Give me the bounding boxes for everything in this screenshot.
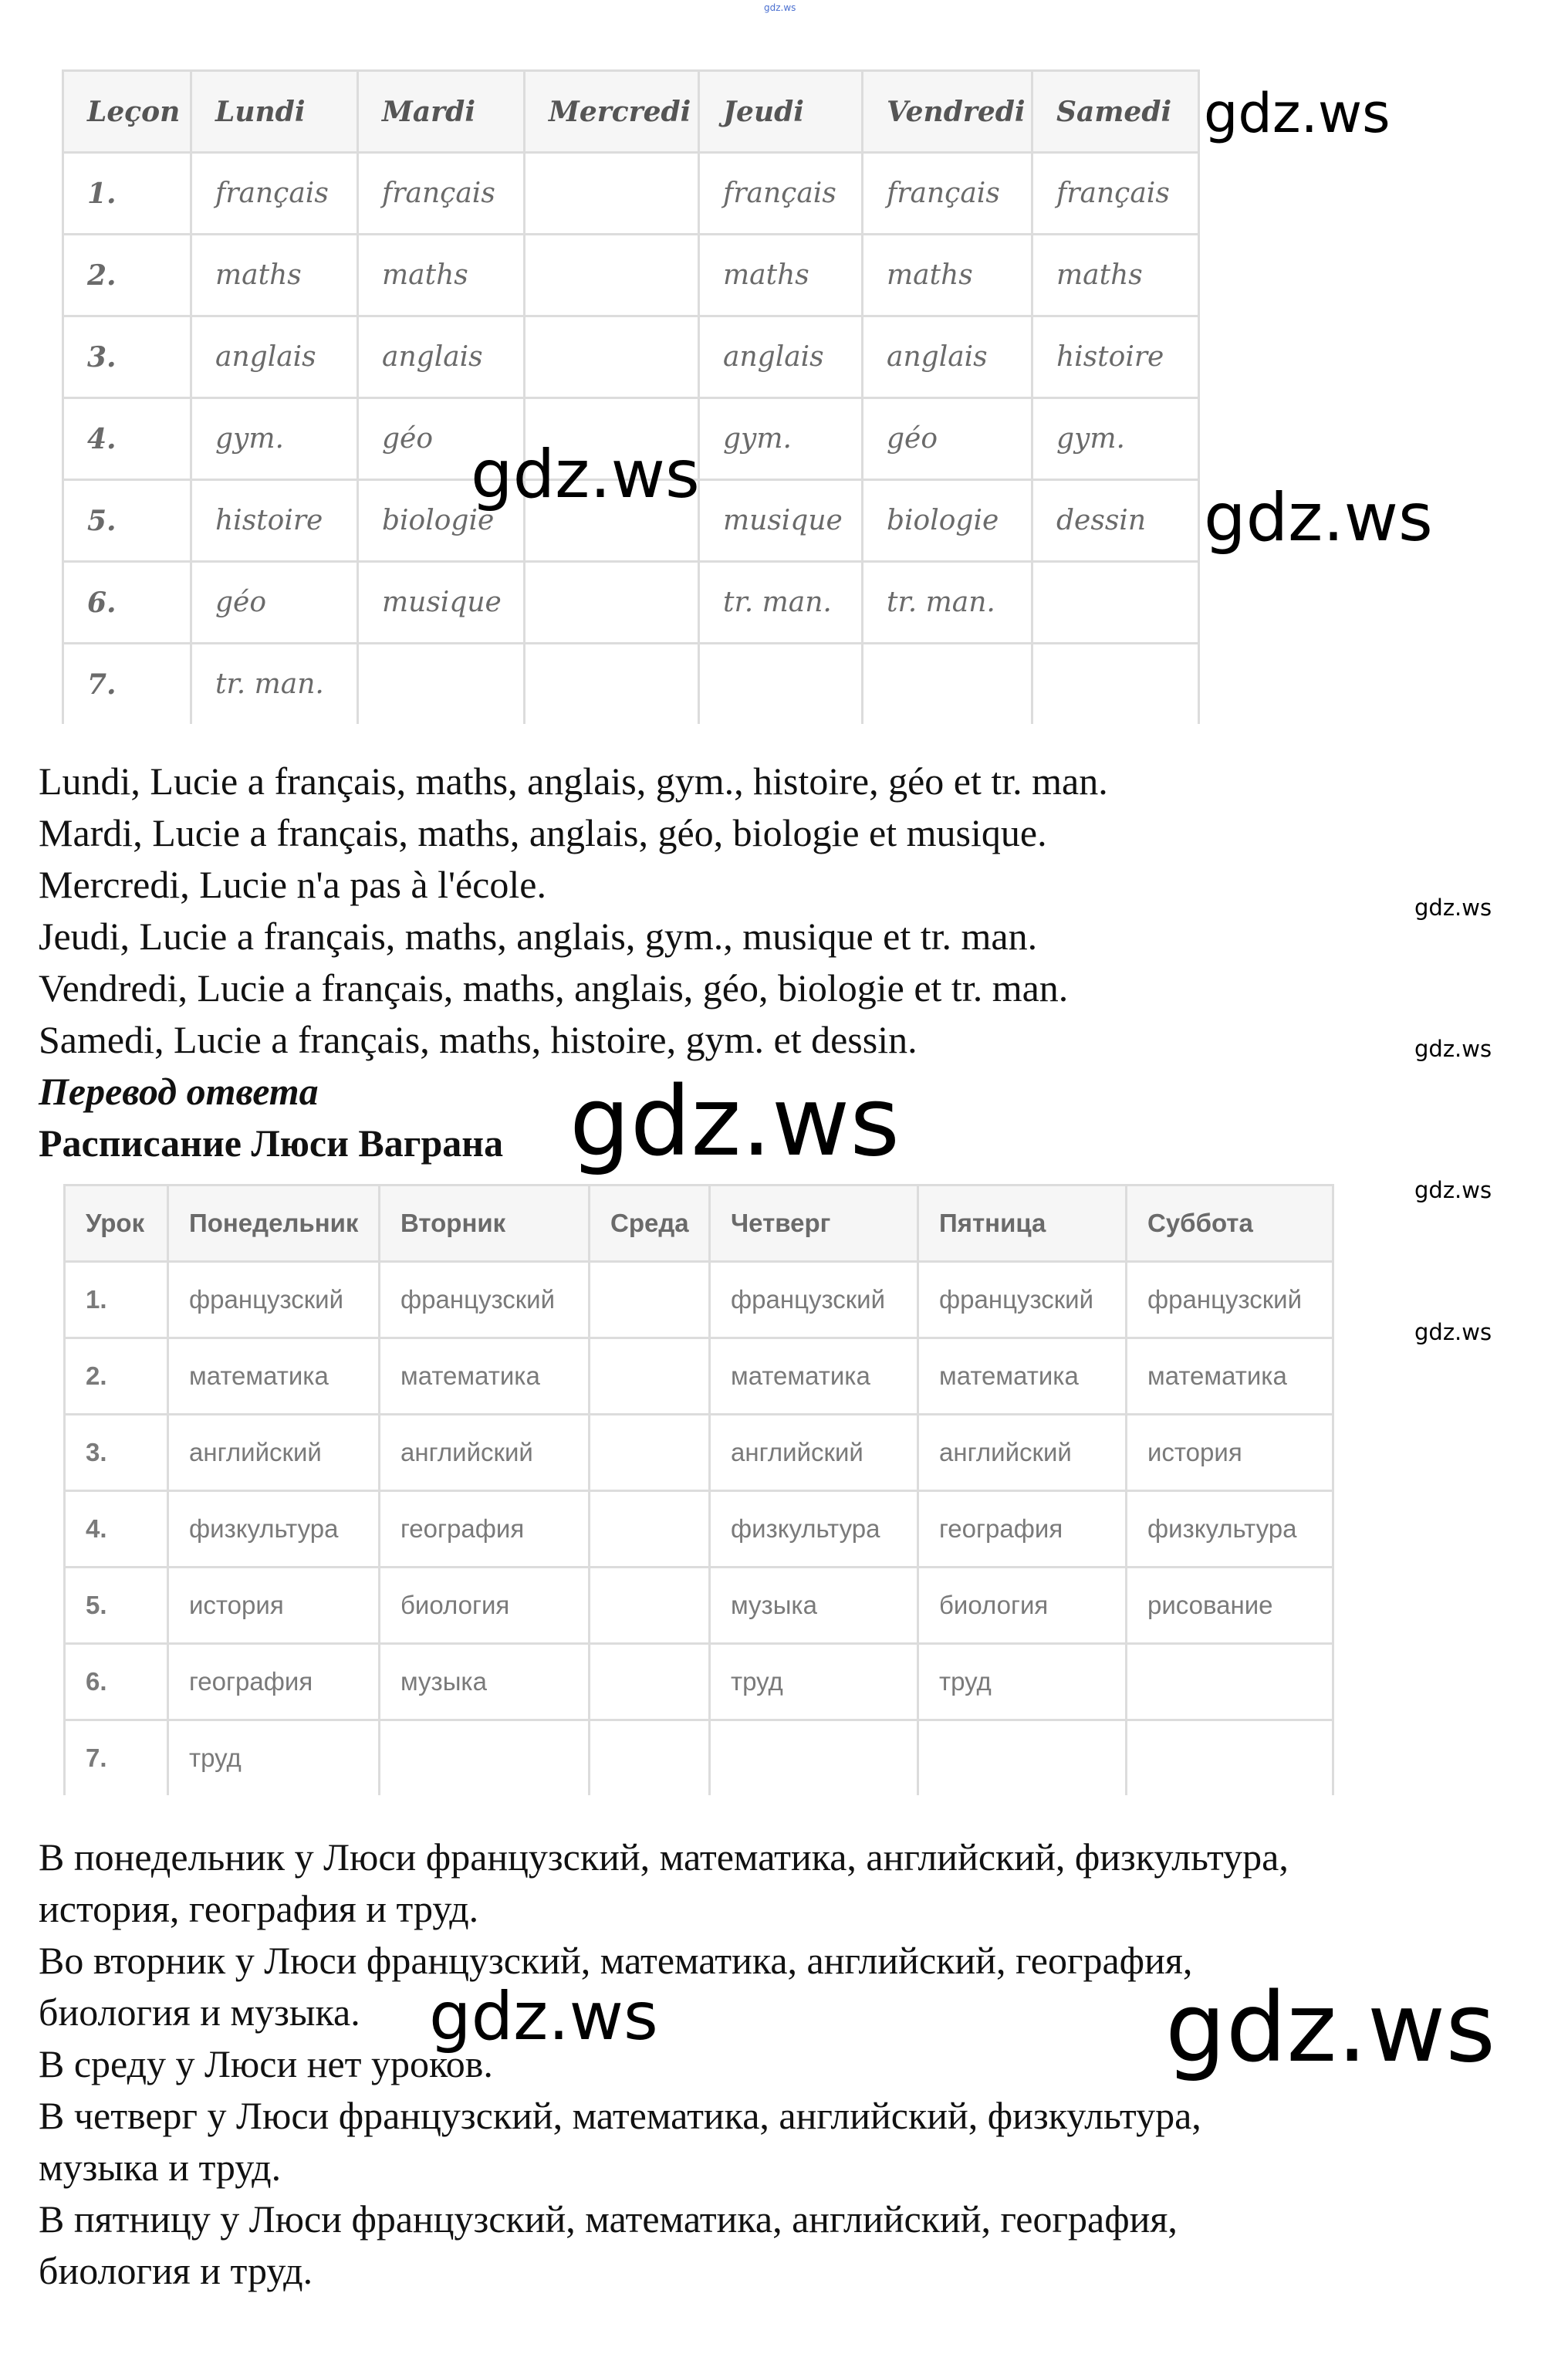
table-cell: français [191, 153, 358, 235]
table-header-row [65, 1185, 1333, 1262]
top-watermark: gdz.ws [764, 2, 796, 13]
russian-schedule-table [63, 1184, 1334, 1795]
russian-answer-lines [39, 1831, 1289, 2297]
table-cell: maths [1032, 235, 1199, 316]
table-cell: anglais [863, 316, 1032, 398]
table-cell [590, 1338, 710, 1415]
table-cell: 3. [63, 316, 191, 398]
table-cell: biologie [358, 480, 525, 562]
answer-line: Во вторник у Люси французский, математика, английский, география, [39, 1939, 1193, 1982]
table-cell: история [1127, 1415, 1333, 1491]
watermark: gdz.ws [569, 1067, 900, 1178]
answer-line: В четверг у Люси французский, математика, английский, физкультура, [39, 2094, 1201, 2137]
watermark: gdz.ws [1165, 1973, 1495, 2084]
table-cell: biologie [863, 480, 1032, 562]
table-cell: 1. [65, 1262, 168, 1338]
table-cell: французский [380, 1262, 590, 1338]
answer-line: Jeudi, Lucie a français, maths, anglais, gym., musique et tr. man. [39, 915, 1038, 958]
table-row [65, 1262, 1333, 1338]
answer-line: Lundi, Lucie a français, maths, anglais, gym., histoire, géo et tr. man. [39, 759, 1108, 803]
table-cell [1032, 644, 1199, 725]
table-cell: anglais [191, 316, 358, 398]
table-cell [380, 1720, 590, 1796]
table-cell: dessin [1032, 480, 1199, 562]
table-cell: 5. [65, 1568, 168, 1644]
french-schedule-table [62, 69, 1200, 724]
answer-line: история, география и труд. [39, 1887, 479, 1930]
answer-line: Mercredi, Lucie n'a pas à l'école. [39, 863, 546, 906]
table-cell: математика [380, 1338, 590, 1415]
answer-line: Samedi, Lucie a français, maths, histoire, gym. et dessin. [39, 1018, 917, 1061]
table-cell: 2. [65, 1338, 168, 1415]
table-header-cell: Vendredi [863, 71, 1032, 153]
table-cell [525, 153, 699, 235]
table-cell: tr. man. [863, 562, 1032, 644]
table-cell: tr. man. [191, 644, 358, 725]
table-cell: français [358, 153, 525, 235]
table-cell: maths [699, 235, 863, 316]
answer-line: музыка и труд. [39, 2146, 282, 2189]
table-row [65, 1415, 1333, 1491]
table-header-cell: Leçon [63, 71, 191, 153]
table-cell: французский [168, 1262, 380, 1338]
table-row [65, 1720, 1333, 1796]
table-cell: français [1032, 153, 1199, 235]
table-cell: география [168, 1644, 380, 1720]
table-cell: anglais [358, 316, 525, 398]
table-header-cell: Пятница [918, 1185, 1127, 1262]
table-cell: физкультура [710, 1491, 918, 1568]
answer-line: Vendredi, Lucie a français, maths, anglais, géo, biologie et tr. man. [39, 966, 1069, 1010]
table-row [65, 1568, 1333, 1644]
table-header-cell: Mercredi [525, 71, 699, 153]
table-cell: 4. [65, 1491, 168, 1568]
table-cell: английский [918, 1415, 1127, 1491]
watermark: gdz.ws [1414, 895, 1492, 921]
table-cell [590, 1720, 710, 1796]
table-cell: музыка [380, 1644, 590, 1720]
table-cell [710, 1720, 918, 1796]
answer-line: В среду у Люси нет уроков. [39, 2042, 493, 2085]
table-cell: 5. [63, 480, 191, 562]
watermark: gdz.ws [1204, 479, 1433, 556]
table-cell: géo [863, 398, 1032, 480]
table-cell: 7. [65, 1720, 168, 1796]
table-cell: 6. [63, 562, 191, 644]
answer-line: В понедельник у Люси французский, математика, английский, физкультура, [39, 1835, 1289, 1879]
table-cell: рисование [1127, 1568, 1333, 1644]
table-cell: физкультура [168, 1491, 380, 1568]
table-header-cell: Четверг [710, 1185, 918, 1262]
table-cell: 7. [63, 644, 191, 725]
table-cell: maths [191, 235, 358, 316]
table-cell: géo [191, 562, 358, 644]
table-cell: физкультура [1127, 1491, 1333, 1568]
table-cell: gym. [191, 398, 358, 480]
table-row [63, 562, 1199, 644]
table-row [63, 316, 1199, 398]
table-header-cell: Суббота [1127, 1185, 1333, 1262]
table-cell [590, 1568, 710, 1644]
answer-line: В пятницу у Люси французский, математика, английский, география, [39, 2197, 1178, 2241]
table-cell: труд [710, 1644, 918, 1720]
table-cell: английский [380, 1415, 590, 1491]
table-cell: французский [918, 1262, 1127, 1338]
table-cell: anglais [699, 316, 863, 398]
table-cell: труд [168, 1720, 380, 1796]
table-row [65, 1644, 1333, 1720]
table-cell: история [168, 1568, 380, 1644]
table-cell [699, 644, 863, 725]
table-cell [525, 562, 699, 644]
table-cell: математика [710, 1338, 918, 1415]
table-cell: 2. [63, 235, 191, 316]
table-cell: maths [358, 235, 525, 316]
table-cell: français [863, 153, 1032, 235]
table-header-cell: Samedi [1032, 71, 1199, 153]
table-cell [1127, 1644, 1333, 1720]
table-cell: gym. [699, 398, 863, 480]
table-cell: histoire [191, 480, 358, 562]
table-cell: география [380, 1491, 590, 1568]
table-cell [1032, 562, 1199, 644]
table-cell: математика [918, 1338, 1127, 1415]
table-header-row [63, 71, 1199, 153]
watermark: gdz.ws [471, 436, 700, 513]
table-cell: биология [918, 1568, 1127, 1644]
table-cell: 3. [65, 1415, 168, 1491]
table-header-cell: Урок [65, 1185, 168, 1262]
table-cell: tr. man. [699, 562, 863, 644]
table-cell: gym. [1032, 398, 1199, 480]
watermark: gdz.ws [429, 1978, 658, 2055]
table-header-cell: Среда [590, 1185, 710, 1262]
table-row [63, 644, 1199, 725]
table-cell [525, 316, 699, 398]
table-cell: musique [358, 562, 525, 644]
table-cell: французский [710, 1262, 918, 1338]
table-cell [525, 235, 699, 316]
table-cell: французский [1127, 1262, 1333, 1338]
table-cell [918, 1720, 1127, 1796]
table-cell [1127, 1720, 1333, 1796]
table-cell: français [699, 153, 863, 235]
table-cell: 4. [63, 398, 191, 480]
table-row [65, 1338, 1333, 1415]
translation-title: Перевод ответа [39, 1070, 319, 1113]
answer-line: биология и музыка. [39, 1990, 360, 2034]
table-header-cell: Mardi [358, 71, 525, 153]
table-cell: 6. [65, 1644, 168, 1720]
table-cell: математика [168, 1338, 380, 1415]
watermark: gdz.ws [1414, 1319, 1492, 1345]
table-row [63, 153, 1199, 235]
table-cell: géo [358, 398, 525, 480]
table-cell [590, 1415, 710, 1491]
table-cell [358, 644, 525, 725]
table-cell: 1. [63, 153, 191, 235]
watermark: gdz.ws [1204, 82, 1391, 145]
table-cell [590, 1644, 710, 1720]
table-header-cell: Понедельник [168, 1185, 380, 1262]
answer-line: биология и труд. [39, 2249, 313, 2292]
schedule-title: Расписание Люси Ваграна [39, 1121, 504, 1165]
watermark: gdz.ws [1414, 1177, 1492, 1203]
table-cell: труд [918, 1644, 1127, 1720]
table-cell: биология [380, 1568, 590, 1644]
table-cell [863, 644, 1032, 725]
table-cell: английский [710, 1415, 918, 1491]
table-cell: histoire [1032, 316, 1199, 398]
table-header-cell: Lundi [191, 71, 358, 153]
table-cell [525, 644, 699, 725]
table-cell: музыка [710, 1568, 918, 1644]
table-cell: математика [1127, 1338, 1333, 1415]
table-header-cell: Jeudi [699, 71, 863, 153]
table-cell: география [918, 1491, 1127, 1568]
table-cell: maths [863, 235, 1032, 316]
table-cell: английский [168, 1415, 380, 1491]
table-header-cell: Вторник [380, 1185, 590, 1262]
watermark: gdz.ws [1414, 1036, 1492, 1062]
table-cell [590, 1262, 710, 1338]
table-row [65, 1491, 1333, 1568]
answer-line: Mardi, Lucie a français, maths, anglais, géo, biologie et musique. [39, 811, 1047, 854]
table-cell: musique [699, 480, 863, 562]
table-row [63, 235, 1199, 316]
table-cell [590, 1491, 710, 1568]
